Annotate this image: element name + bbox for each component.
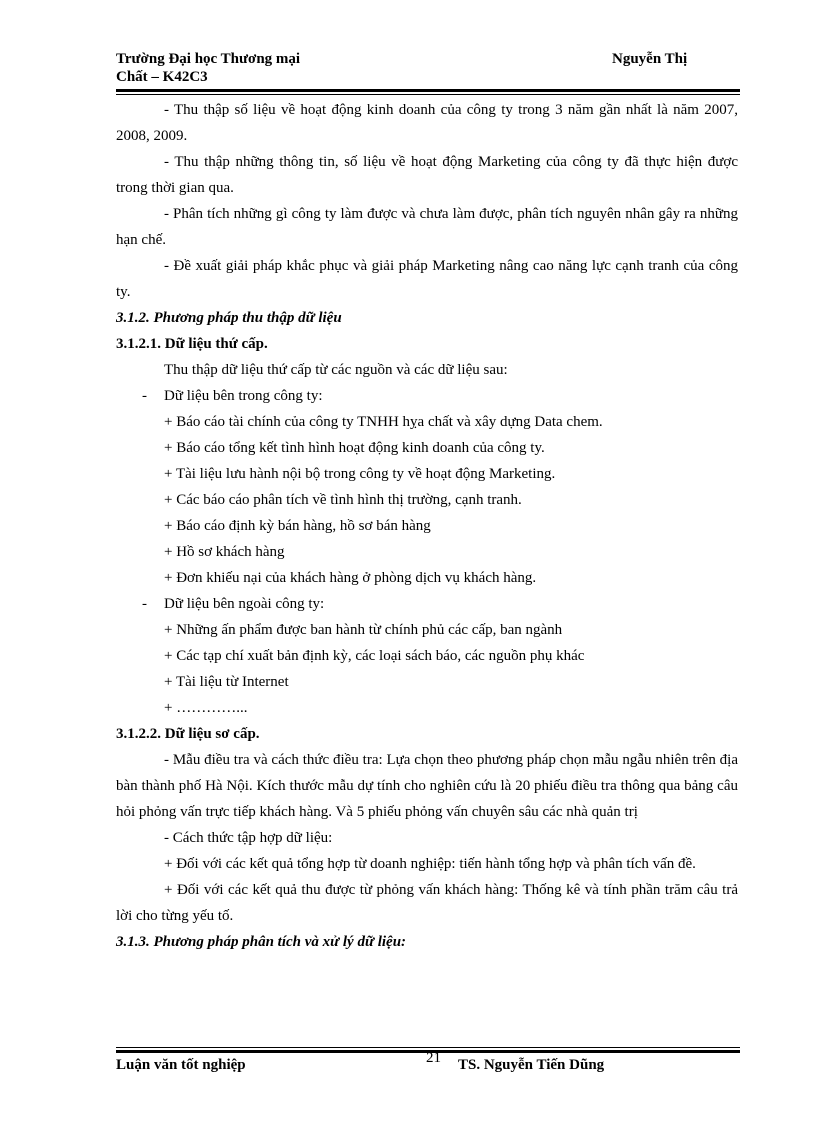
header-school-line1: Trường Đại học Thương mại [116,51,301,67]
header-school [116,50,300,86]
paragraph: - Mẫu điều tra và cách thức điều tra: Lựa chọn theo phương pháp chọn mẫu ngẫu nhiên trên địa bàn thành phố Hà Nội. Kích thước mẫu dự tính cho nghiên cứu là 20 phiếu điều tra thông qua bảng câu hỏi phỏng vấn trực tiếp khách hàng. Và 5 phiếu phỏng vấn chuyên sâu các nhà quản trị [116,752,738,820]
footer-rule-thin [116,1047,740,1048]
subsection-heading: 3.1.2.1. Dữ liệu thứ cấp. [116,336,268,352]
section-heading: 3.1.2. Phương pháp thu thập dữ liệu [116,310,342,326]
header-author: Nguyễn Thị [612,51,688,67]
paragraph: - Thu thập những thông tin, số liệu về hoạt động Marketing của công ty đã thực hiện được trong thời gian qua. [116,154,738,196]
dash-list-item [116,383,738,409]
paragraph: + Đối với các kết quả thu được từ phỏng vấn khách hàng: Thống kê và tính phần trăm câu trả lời cho từng yếu tố. [116,882,738,924]
paragraph: - Phân tích những gì công ty làm được và chưa làm được, phân tích nguyên nhân gây ra những hạn chế. [116,206,738,248]
header-rule-thin [116,94,740,95]
paragraph: - Đề xuất giải pháp khắc phục và giải pháp Marketing nâng cao năng lực cạnh tranh của công ty. [116,258,738,300]
page-body [116,97,738,955]
list-item: + Báo cáo định kỳ bán hàng, hồ sơ bán hàng [164,518,431,534]
list-item: + Đơn khiếu nại của khách hàng ở phòng dịch vụ khách hàng. [164,570,537,586]
footer-supervisor: TS. Nguyễn Tiến Dũng [458,1057,605,1073]
list-item: + …………... [164,700,248,716]
list-item: + Tài liệu lưu hành nội bộ trong công ty về hoạt động Marketing. [164,466,556,482]
list-item: + Các tạp chí xuất bản định kỳ, các loại sách báo, các nguồn phụ khác [164,648,585,664]
page-number: 21 [426,1050,441,1066]
dash-bullet: - [142,596,147,612]
list-item: + Hồ sơ khách hàng [164,544,285,560]
section-heading: 3.1.3. Phương pháp phân tích và xử lý dữ liệu: [116,934,407,950]
header-school-line2: Chất – K42C3 [116,69,208,85]
paragraph: Thu thập dữ liệu thứ cấp từ các nguồn và các dữ liệu sau: [164,362,508,378]
paragraph: + Đối với các kết quả tổng hợp từ doanh nghiệp: tiến hành tổng hợp và phân tích vấn đề. [164,856,696,872]
paragraph: - Thu thập số liệu về hoạt động kinh doanh của công ty trong 3 năm gần nhất là năm 2007, 2008, 2009. [116,102,738,144]
subsection-heading: 3.1.2.2. Dữ liệu sơ cấp. [116,726,260,742]
list-item: + Những ấn phẩm được ban hành từ chính phủ các cấp, ban ngành [164,622,563,638]
header-rule [116,89,740,92]
dash-list-item [116,591,738,617]
dash-bullet: - [142,388,147,404]
footer-thesis-label: Luận văn tốt nghiệp [116,1057,246,1073]
dash-list-text: Dữ liệu bên trong công ty: [164,388,323,404]
list-item: + Tài liệu từ Internet [164,674,289,690]
dash-list-text: Dữ liệu bên ngoài công ty: [164,596,325,612]
paragraph: - Cách thức tập hợp dữ liệu: [164,830,333,846]
list-item: + Báo cáo tài chính của công ty TNHH hỵa chất và xây dựng Data chem. [164,414,603,430]
list-item: + Báo cáo tổng kết tình hình hoạt động kinh doanh của công ty. [164,440,545,456]
list-item: + Các báo cáo phân tích về tình hình thị trường, cạnh tranh. [164,492,522,508]
